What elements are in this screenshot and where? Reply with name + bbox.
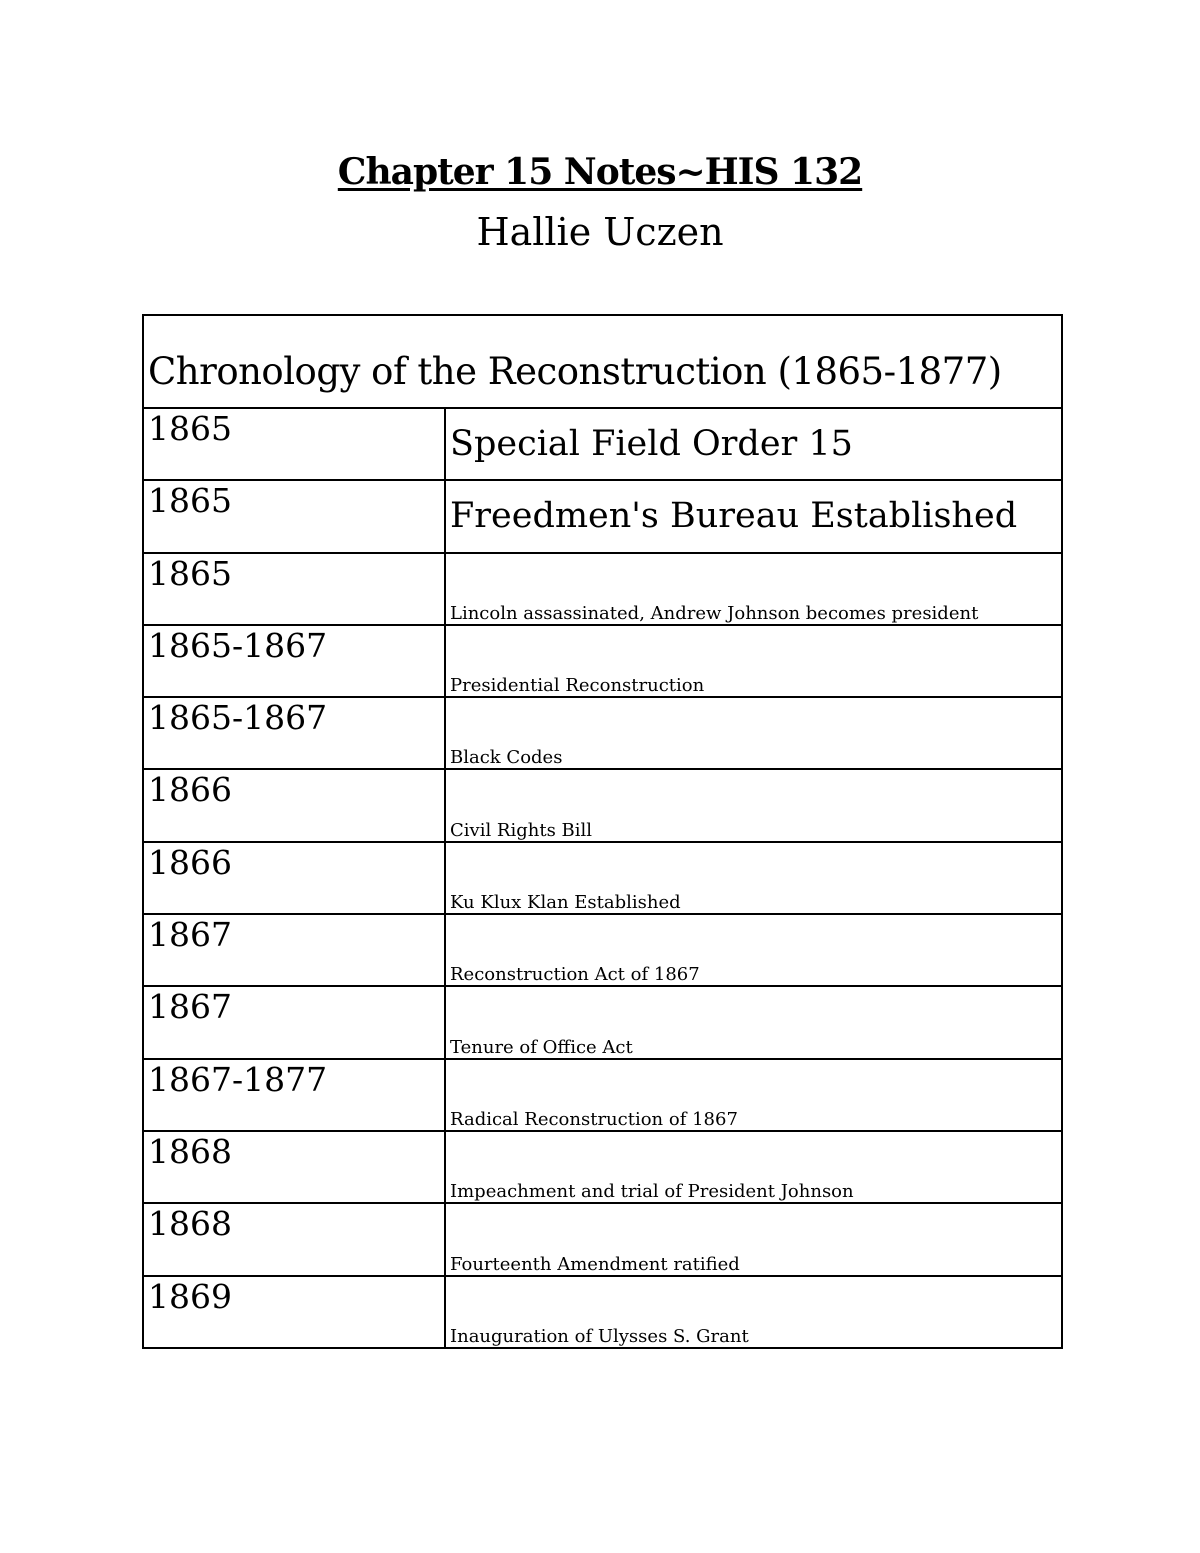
table-row: [143, 408, 1062, 480]
event-cell: Reconstruction Act of 1867: [445, 914, 1062, 986]
table-row: [143, 625, 1062, 697]
event-cell: Black Codes: [445, 697, 1062, 769]
year-cell: 1868: [143, 1203, 445, 1275]
year-cell: 1867: [143, 986, 445, 1058]
table-row: [143, 480, 1062, 552]
table-row: [143, 986, 1062, 1058]
table-row: [143, 553, 1062, 625]
document-author: Hallie Uczen: [476, 210, 724, 254]
event-cell: Fourteenth Amendment ratified: [445, 1203, 1062, 1275]
event-cell: Tenure of Office Act: [445, 986, 1062, 1058]
year-cell: 1867: [143, 914, 445, 986]
year-cell: 1865: [143, 480, 445, 552]
year-cell: 1866: [143, 842, 445, 914]
event-cell: Impeachment and trial of President Johnson: [445, 1131, 1062, 1203]
event-cell: Special Field Order 15: [445, 408, 1062, 480]
chronology-table-body: [143, 315, 1062, 1348]
year-cell: 1865: [143, 553, 445, 625]
year-cell: 1866: [143, 769, 445, 841]
table-heading: Chronology of the Reconstruction (1865-1877): [143, 315, 1062, 408]
event-cell: Radical Reconstruction of 1867: [445, 1059, 1062, 1131]
table-row: [143, 1131, 1062, 1203]
chronology-table: [142, 314, 1063, 1349]
event-cell: Lincoln assassinated, Andrew Johnson becomes president: [445, 553, 1062, 625]
table-row: [143, 842, 1062, 914]
event-cell: Presidential Reconstruction: [445, 625, 1062, 697]
table-heading-row: [143, 315, 1062, 408]
event-cell: Ku Klux Klan Established: [445, 842, 1062, 914]
table-row: [143, 1276, 1062, 1348]
year-cell: 1865-1867: [143, 697, 445, 769]
table-row: [143, 1203, 1062, 1275]
table-row: [143, 914, 1062, 986]
year-cell: 1868: [143, 1131, 445, 1203]
table-row: [143, 697, 1062, 769]
year-cell: 1865-1867: [143, 625, 445, 697]
table-row: [143, 769, 1062, 841]
event-cell: Civil Rights Bill: [445, 769, 1062, 841]
year-cell: 1865: [143, 408, 445, 480]
table-row: [143, 1059, 1062, 1131]
year-cell: 1869: [143, 1276, 445, 1348]
document-title: Chapter 15 Notes~HIS 132: [337, 151, 863, 193]
event-cell: Freedmen's Bureau Established: [445, 480, 1062, 552]
year-cell: 1867-1877: [143, 1059, 445, 1131]
event-cell: Inauguration of Ulysses S. Grant: [445, 1276, 1062, 1348]
